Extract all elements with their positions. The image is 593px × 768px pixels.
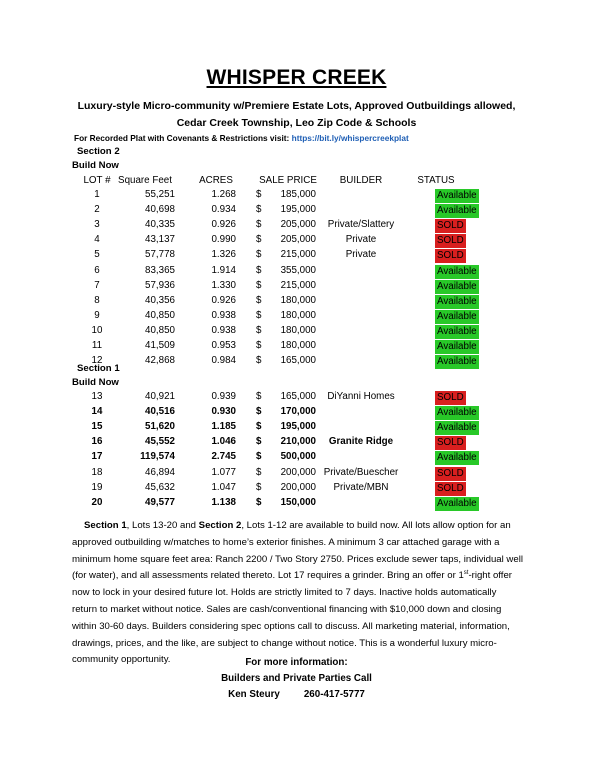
subtitle-line-2: Cedar Creek Township, Leo Zip Code & Schools [176,117,417,129]
sale-price: 180,000 [280,309,316,321]
builder-name: Private [345,249,377,261]
para-text-3: -right offer now to lock in your desired future lot. Holds are strictly limited to 7 days. Inactive holds automatically return to market without notice. Sales are cash/conventional financing with $10,000 down and closing within 30-60 days. Builders considering spec options call to discuss. All marketing material, information, drawings, prices, and the like, are subject to change without notice. This is a wonderful luxury micro-community opportunity. [72,570,512,666]
lot-number: 11 [91,340,103,351]
builder-name: Private/Buescher [323,466,399,478]
lot-number: 14 [91,406,103,418]
lot-number: 20 [91,496,103,508]
dollar-sign: $ [256,436,262,448]
status-badge: Available [437,280,477,292]
sale-price: 215,000 [280,279,316,291]
status-badge: Available [437,325,477,337]
table-row [0,451,593,466]
table-row [0,234,593,249]
status-badge: Available [437,452,477,464]
acres: 0.953 [211,340,236,351]
square-feet: 57,778 [145,249,175,261]
sale-price: 180,000 [280,340,316,351]
dollar-sign: $ [256,234,262,246]
acres: 1.914 [211,264,236,276]
table-row [0,482,593,497]
dollar-sign: $ [256,340,262,351]
status-badge: SOLD [437,250,464,262]
square-feet: 40,356 [145,294,175,306]
sale-price: 205,000 [280,234,316,246]
lot-number: 2 [94,204,100,216]
table-row [0,219,593,234]
status-badge: Available [437,205,477,217]
acres: 2.745 [211,451,236,463]
acres: 1.185 [211,421,236,433]
lot-number: 7 [94,279,100,291]
square-feet: 43,137 [145,234,175,246]
dollar-sign: $ [256,279,262,291]
status-badge: Available [437,265,477,277]
sale-price: 500,000 [280,451,316,463]
square-feet: 40,516 [145,406,175,418]
square-feet: 45,632 [145,481,175,493]
square-feet: 83,365 [145,264,175,276]
lot-number: 19 [91,481,103,493]
acres: 1.268 [211,189,236,200]
sale-price: 215,000 [280,249,316,261]
status-badge: SOLD [437,482,464,494]
dollar-sign: $ [256,324,262,336]
acres: 0.926 [211,294,236,306]
header-acres: ACRES [199,175,233,186]
dollar-sign: $ [256,451,262,463]
plat-info [74,133,409,143]
square-feet: 119,574 [140,451,175,463]
acres: 1.138 [211,496,236,508]
table-row [0,406,593,421]
square-feet: 45,552 [145,436,175,448]
para-section-1: Section 1 [84,520,127,531]
acres: 1.046 [211,436,236,448]
acres: 1.330 [211,279,236,291]
dollar-sign: $ [256,355,262,367]
sale-price: 185,000 [280,189,316,200]
sale-price: 150,000 [280,496,316,508]
lot-number: 18 [91,466,103,478]
dollar-sign: $ [256,189,262,200]
dollar-sign: $ [256,496,262,508]
footer-line-1: For more information: [245,657,348,668]
dollar-sign: $ [256,466,262,478]
square-feet: 49,577 [145,496,175,508]
sale-price: 210,000 [280,436,316,448]
table-row [0,249,593,264]
lot-number: 3 [94,219,100,231]
plat-link[interactable]: https://bit.ly/whispercreekplat [291,133,409,143]
dollar-sign: $ [256,249,262,261]
header-builder: BUILDER [339,175,383,186]
dollar-sign: $ [256,481,262,493]
plat-text: For Recorded Plat with Covenants & Restrictions visit: [74,133,290,143]
square-feet: 40,850 [145,309,175,321]
status-badge: SOLD [437,392,464,403]
acres: 0.938 [211,324,236,336]
square-feet: 46,894 [145,466,175,478]
status-badge: SOLD [437,467,464,479]
square-feet: 40,921 [145,391,175,402]
sale-price: 165,000 [280,355,316,367]
dollar-sign: $ [256,264,262,276]
table-header [0,175,593,190]
status-badge: Available [437,407,477,419]
lot-number: 5 [94,249,100,261]
header-sqft: Square Feet [118,175,172,186]
header-lot: LOT # [83,175,111,186]
table-row [0,421,593,436]
page-title: WHISPER CREEK [206,66,387,89]
section-2-sublabel: Build Now [72,160,119,171]
status-badge: SOLD [437,235,464,247]
square-feet: 55,251 [145,189,175,200]
table-row [0,497,593,512]
sale-price: 200,000 [280,466,316,478]
square-feet: 41,509 [145,340,175,351]
acres: 1.077 [211,466,236,478]
lot-number: 1 [94,189,100,200]
header-price: SALE PRICE [259,175,317,186]
section-1-label: Section 1 [77,363,120,374]
subtitle-line-1: Luxury-style Micro-community w/Premiere Estate Lots, Approved Outbuildings allowed, [77,100,516,112]
section-1-sublabel: Build Now [72,377,119,388]
sale-price: 195,000 [280,421,316,433]
status-badge: Available [437,310,477,322]
header-status: STATUS [417,175,455,186]
footer-line-2: Builders and Private Parties Call [221,673,372,684]
square-feet: 40,698 [145,204,175,216]
sale-price: 195,000 [280,204,316,216]
sale-price: 165,000 [280,391,316,402]
para-text-2: , Lots 1-12 are available to build now. All lots allow option for an approved outbuilding w/matches to home’s exterior finishes. A minimum 3 car attached garage with a minimum home square feet area: Ranch 2200 / Two Story 2750. Prices exclude sewer taps, individual well (for water), and all assessments related thereto. Lot 17 requires a grinder. Bring an offer or 1 [72,520,523,582]
table-row [0,310,593,325]
status-badge: SOLD [437,437,464,449]
table-row [0,204,593,219]
dollar-sign: $ [256,391,262,402]
sale-price: 180,000 [280,294,316,306]
table-row [0,280,593,295]
acres: 0.984 [211,355,236,367]
square-feet: 40,335 [145,219,175,231]
status-badge: Available [437,356,477,368]
table-row [0,391,593,406]
dollar-sign: $ [256,309,262,321]
table-row [0,436,593,451]
table-row [0,467,593,482]
sale-price: 170,000 [280,406,316,418]
para-superscript: st [463,570,469,577]
acres: 1.047 [211,481,236,493]
para-section-2: Section 2 [198,520,242,531]
acres: 0.990 [211,234,236,246]
square-feet: 40,850 [145,324,175,336]
table-row [0,295,593,310]
lot-number: 9 [94,309,100,321]
description-paragraph [72,518,524,669]
status-badge: Available [437,497,477,509]
lot-number: 6 [94,264,100,276]
acres: 0.939 [211,391,236,402]
status-badge: Available [437,341,477,352]
acres: 0.926 [211,219,236,231]
table-row [0,265,593,280]
lot-number: 13 [91,391,103,402]
sale-price: 200,000 [280,481,316,493]
acres: 1.326 [211,249,236,261]
dollar-sign: $ [256,204,262,216]
square-feet: 51,620 [145,421,175,433]
acres: 0.938 [211,309,236,321]
sale-price: 205,000 [280,219,316,231]
builder-name: Private/MBN [333,481,389,493]
lot-number: 16 [91,436,103,448]
builder-name: Granite Ridge [328,436,394,448]
sale-price: 180,000 [280,324,316,336]
status-badge: Available [437,422,477,434]
lot-number: 17 [91,451,103,463]
lot-number: 4 [94,234,100,246]
status-badge: Available [437,190,477,201]
builder-name: DiYanni Homes [327,391,395,402]
dollar-sign: $ [256,406,262,418]
sale-price: 355,000 [280,264,316,276]
table-row [0,189,593,204]
contact-name: Ken Steury [228,689,280,700]
lot-number: 10 [91,324,103,336]
dollar-sign: $ [256,219,262,231]
section-2-label: Section 2 [77,146,120,157]
para-text-1: , Lots 13-20 and [126,520,199,531]
status-badge: SOLD [437,220,464,232]
lot-number: 8 [94,294,100,306]
builder-name: Private [345,234,377,246]
contact-phone[interactable]: 260-417-5777 [303,689,365,700]
status-badge: Available [437,295,477,307]
footer-contact [0,689,593,700]
lot-number: 12 [91,355,103,367]
acres: 0.934 [211,204,236,216]
square-feet: 57,936 [145,279,175,291]
dollar-sign: $ [256,421,262,433]
table-row [0,325,593,340]
dollar-sign: $ [256,294,262,306]
table-row [0,340,593,355]
acres: 0.930 [211,406,236,418]
square-feet: 42,868 [145,355,175,367]
lot-number: 15 [91,421,103,433]
builder-name: Private/Slattery [327,219,395,231]
